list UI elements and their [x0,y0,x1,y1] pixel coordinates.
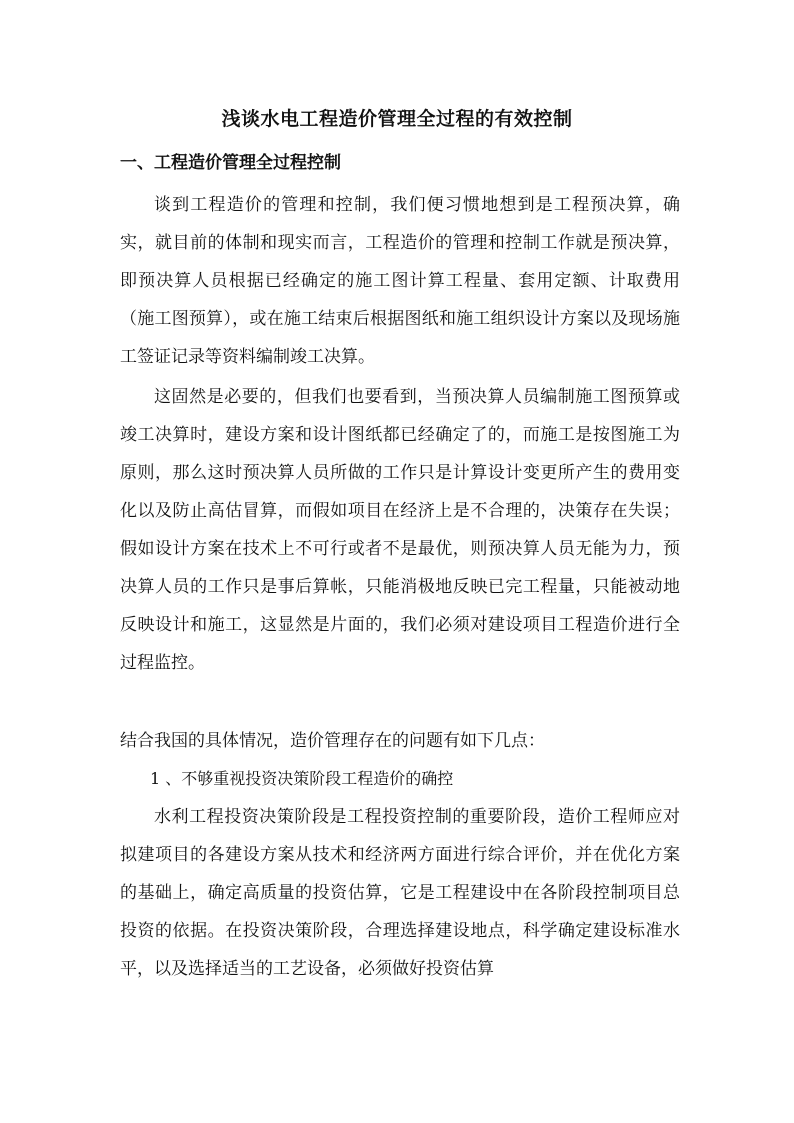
paragraph-1: 谈到工程造价的管理和控制，我们便习惯地想到是工程预决算，确实，就目前的体制和现实而言，工程造价的管理和控制工作就是预决算，即预决算人员根据已经确定的施工图计算工程量、套用定额、计取费用（施工图预算），或在施工结束后根据图纸和施工组织设计方案以及现场施工签证记录等资料编制竣工决算。 [120,195,680,367]
paragraph-4: 水利工程投资决策阶段是工程投资控制的重要阶段，造价工程师应对拟建项目的各建设方案从技术和经济两方面进行综合评价，并在优化方案的基础上，确定高质量的投资估算，它是工程建设中在各阶段控制项目总投资的依据。在投资决策阶段，合理选择建设地点，科学确定建设标准水平，以及选择适当的工艺设备，必须做好投资估算 [120,807,680,979]
list-item-1: 1 、不够重视投资决策阶段工程造价的确控 [150,769,454,788]
document-title: 浅谈水电工程造价管理全过程的有效控制 [221,108,573,130]
paragraph-3: 结合我国的具体情况，造价管理存在的问题有如下几点： [120,731,545,751]
paragraph-2: 这固然是必要的，但我们也要看到，当预决算人员编制施工图预算或竣工决算时，建设方案和设计图纸都已经确定了的，而施工是按图施工为原则，那么这时预决算人员所做的工作只是计算设计变更所产生的费用变化以及防止高估冒算，而假如项目在经济上是不合理的，决策存在失误；假如设计方案在技术上不可行或者不是最优，则预决算人员无能为力，预决算人员的工作只是事后算帐，只能消极地反映已完工程量，只能被动地反映设计和施工，这显然是片面的，我们必须对建设项目工程造价进行全过程监控。 [120,387,680,673]
section-heading: 一、工程造价管理全过程控制 [120,153,341,173]
